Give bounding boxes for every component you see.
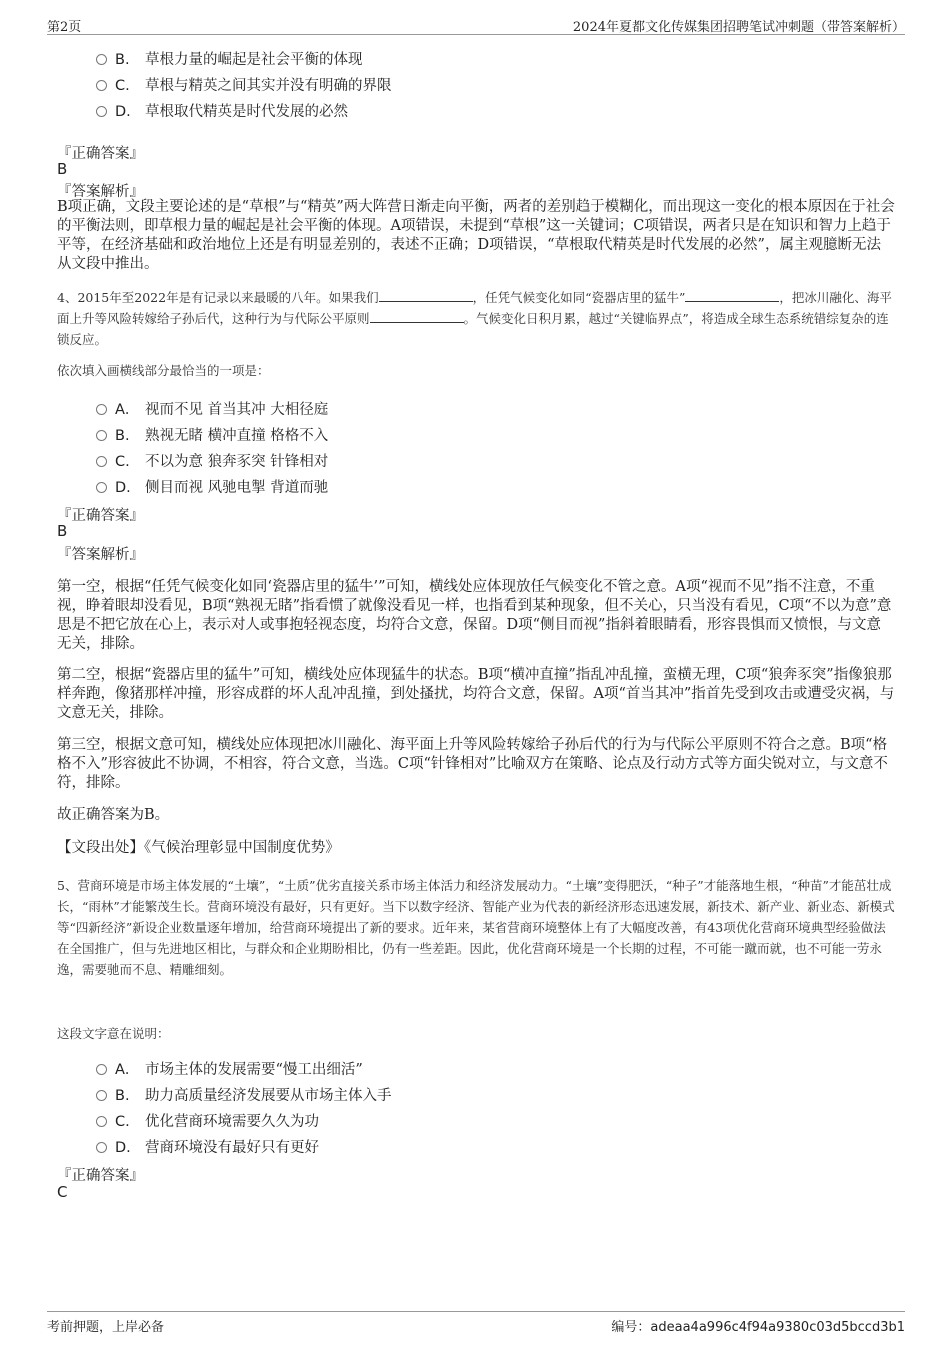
q3-analysis: B项正确，文段主要论述的是“草根”与“精英”两大阵营日渐走向平衡，两者的差别趋于模糊化，而出现这一变化的根本原因在于社会的平衡法则，即草根力量的崛起是社会平衡的体现。A项错误，未提到“草根”这一关键词；C项错误，两者只是在知识和智力上趋于平等，在经济基础和政治地位上还是有明显差别的，表述不正确；D项错误，“草根取代精英是时代发展的必然”，属主观臆断无法从文段中推出。 (57, 199, 895, 272)
q5-stem: 5、营商环境是市场主体发展的“土壤”，“土质”优劣直接关系市场主体活力和经济发展动力。“土壤”变得肥沃，“种子”才能落地生根，“种苗”才能茁壮成长，“雨林”才能繁茂生长。营商环境没有最好，只有更好。当下以数字经济、智能产业为代表的新经济形态迅速发展，新技术、新产业、新业态、新模式等“四新经济”新设企业数量逐年增加，给营商环境提出了新的要求。近年来，某省营商环境整体上有了大幅度改善，有43项优化营商环境典型经验做法在全国推广，但与先进地区相比，与群众和企业期盼相比，仍有一些差距。因此，优化营商环境是一个长期的过程，不可能一蹴而就，也不可能一劳永逸，需要驰而不息、精雕细刻。 (57, 878, 895, 977)
q3-option-b[interactable]: B. 草根力量的崛起是社会平衡的体现 (96, 48, 363, 70)
q4-analysis-para-3: 第三空，根据文意可知，横线处应体现把冰川融化、海平面上升等风险转嫁给子孙后代的行为与代际公平原则不符合之意。B项“格格不入”形容彼此不协调，不相容，符合文意，当选。C项“针锋相对”比喻双方在策略、论点及行动方式等方面尖锐对立，与文意不符，排除。 (57, 737, 888, 791)
q5-option-c[interactable]: C. 优化营商环境需要久久为功 (96, 1110, 319, 1132)
radio-icon[interactable] (96, 404, 107, 415)
q4-answer: B (57, 522, 68, 540)
radio-icon[interactable] (96, 106, 107, 117)
radio-icon[interactable] (96, 1142, 107, 1153)
radio-icon[interactable] (96, 482, 107, 493)
radio-icon[interactable] (96, 80, 107, 91)
radio-icon[interactable] (96, 456, 107, 467)
q3-answer-label: 『正确答案』 (57, 146, 144, 162)
q3-analysis-label: 『答案解析』 (57, 184, 144, 200)
page-footer (47, 1311, 905, 1334)
blank-line-2 (685, 290, 779, 302)
radio-icon[interactable] (96, 54, 107, 65)
q4-prompt: 依次填入画横线部分最恰当的一项是： (57, 363, 270, 378)
q4-option-d[interactable]: D. 侧目而视 风驰电掣 背道而驰 (96, 476, 328, 498)
radio-icon[interactable] (96, 1116, 107, 1127)
q5-option-b[interactable]: B. 助力高质量经济发展要从市场主体入手 (96, 1084, 392, 1106)
radio-icon[interactable] (96, 430, 107, 441)
document-title: 2024年夏都文化传媒集团招聘笔试冲刺题（带答案解析） (572, 20, 905, 35)
q3-answer: B (57, 160, 68, 178)
q4-analysis-para-1: 第一空，根据“任凭气候变化如同‘瓷器店里的猛牛’”可知，横线处应体现放任气候变化不管之意。A项“视而不见”指不注意，不重视，睁着眼却没看见，B项“熟视无睹”指看惯了就像没看见一样，也指看到某种现象，但不关心，只当没有看见，C项“不以为意”意思是不把它放在心上，表示对人或事抱轻视态度，均符合文意，保留。D项“侧目而视”指斜着眼睛看，形容畏惧而又愤恨，与文意无关，排除。 (57, 579, 892, 652)
q5-answer: C (57, 1183, 68, 1201)
q3-option-c[interactable]: C. 草根与精英之间其实并没有明确的界限 (96, 74, 392, 96)
q5-option-d[interactable]: D. 营商环境没有最好只有更好 (96, 1136, 319, 1158)
q4-analysis-para-4: 故正确答案为B。 (57, 807, 170, 823)
q4-option-c[interactable]: C. 不以为意 狼奔豕突 针锋相对 (96, 450, 328, 472)
document-code: 编号：adeaa4a996c4f94a9380c03d5bccd3b1 (611, 1320, 905, 1335)
blank-line-1 (379, 290, 473, 302)
blank-line-3 (370, 311, 464, 323)
q4-analysis-para-2: 第二空，根据“瓷器店里的猛牛”可知，横线处应体现猛牛的状态。B项“横冲直撞”指乱冲乱撞，蛮横无理，C项“狼奔豕突”指像狼那样奔跑，像猪那样冲撞，形容成群的坏人乱冲乱撞，到处搔扰，均符合文意，保留。A项“首当其冲”指首先受到攻击或遭受灾祸，与文意无关，排除。 (57, 667, 895, 721)
q4-option-b[interactable]: B. 熟视无睹 横冲直撞 格格不入 (96, 424, 328, 446)
q5-prompt: 这段文字意在说明： (57, 1026, 170, 1041)
q3-option-d[interactable]: D. 草根取代精英是时代发展的必然 (96, 100, 348, 122)
q4-answer-label: 『正确答案』 (57, 508, 144, 524)
q5-option-a[interactable]: A． 市场主体的发展需要“慢工出细活” (96, 1058, 363, 1080)
q4-source: 【文段出处】《气候治理彰显中国制度优势》 (57, 840, 340, 856)
q5-answer-label: 『正确答案』 (57, 1168, 144, 1184)
radio-icon[interactable] (96, 1090, 107, 1101)
q4-stem: 4、2015年至2022年是有记录以来最暖的八年。如果我们 ，任凭气候变化如同“瓷器店里的猛牛” ，把冰川融化、海平面上升等风险转嫁给子孙后代，这种行为与代际公平原则 。气候变化日积月累，越过“关键临界点”，将造成全球生态系统错综复杂的连锁反应。 (57, 290, 892, 347)
footer-slogan: 考前押题，上岸必备 (47, 1320, 165, 1335)
q4-option-a[interactable]: A． 视而不见 首当其冲 大相径庭 (96, 398, 328, 420)
page-header (47, 14, 905, 35)
q4-analysis-label: 『答案解析』 (57, 547, 144, 563)
radio-icon[interactable] (96, 1064, 107, 1075)
page-number: 第2页 (47, 20, 82, 35)
